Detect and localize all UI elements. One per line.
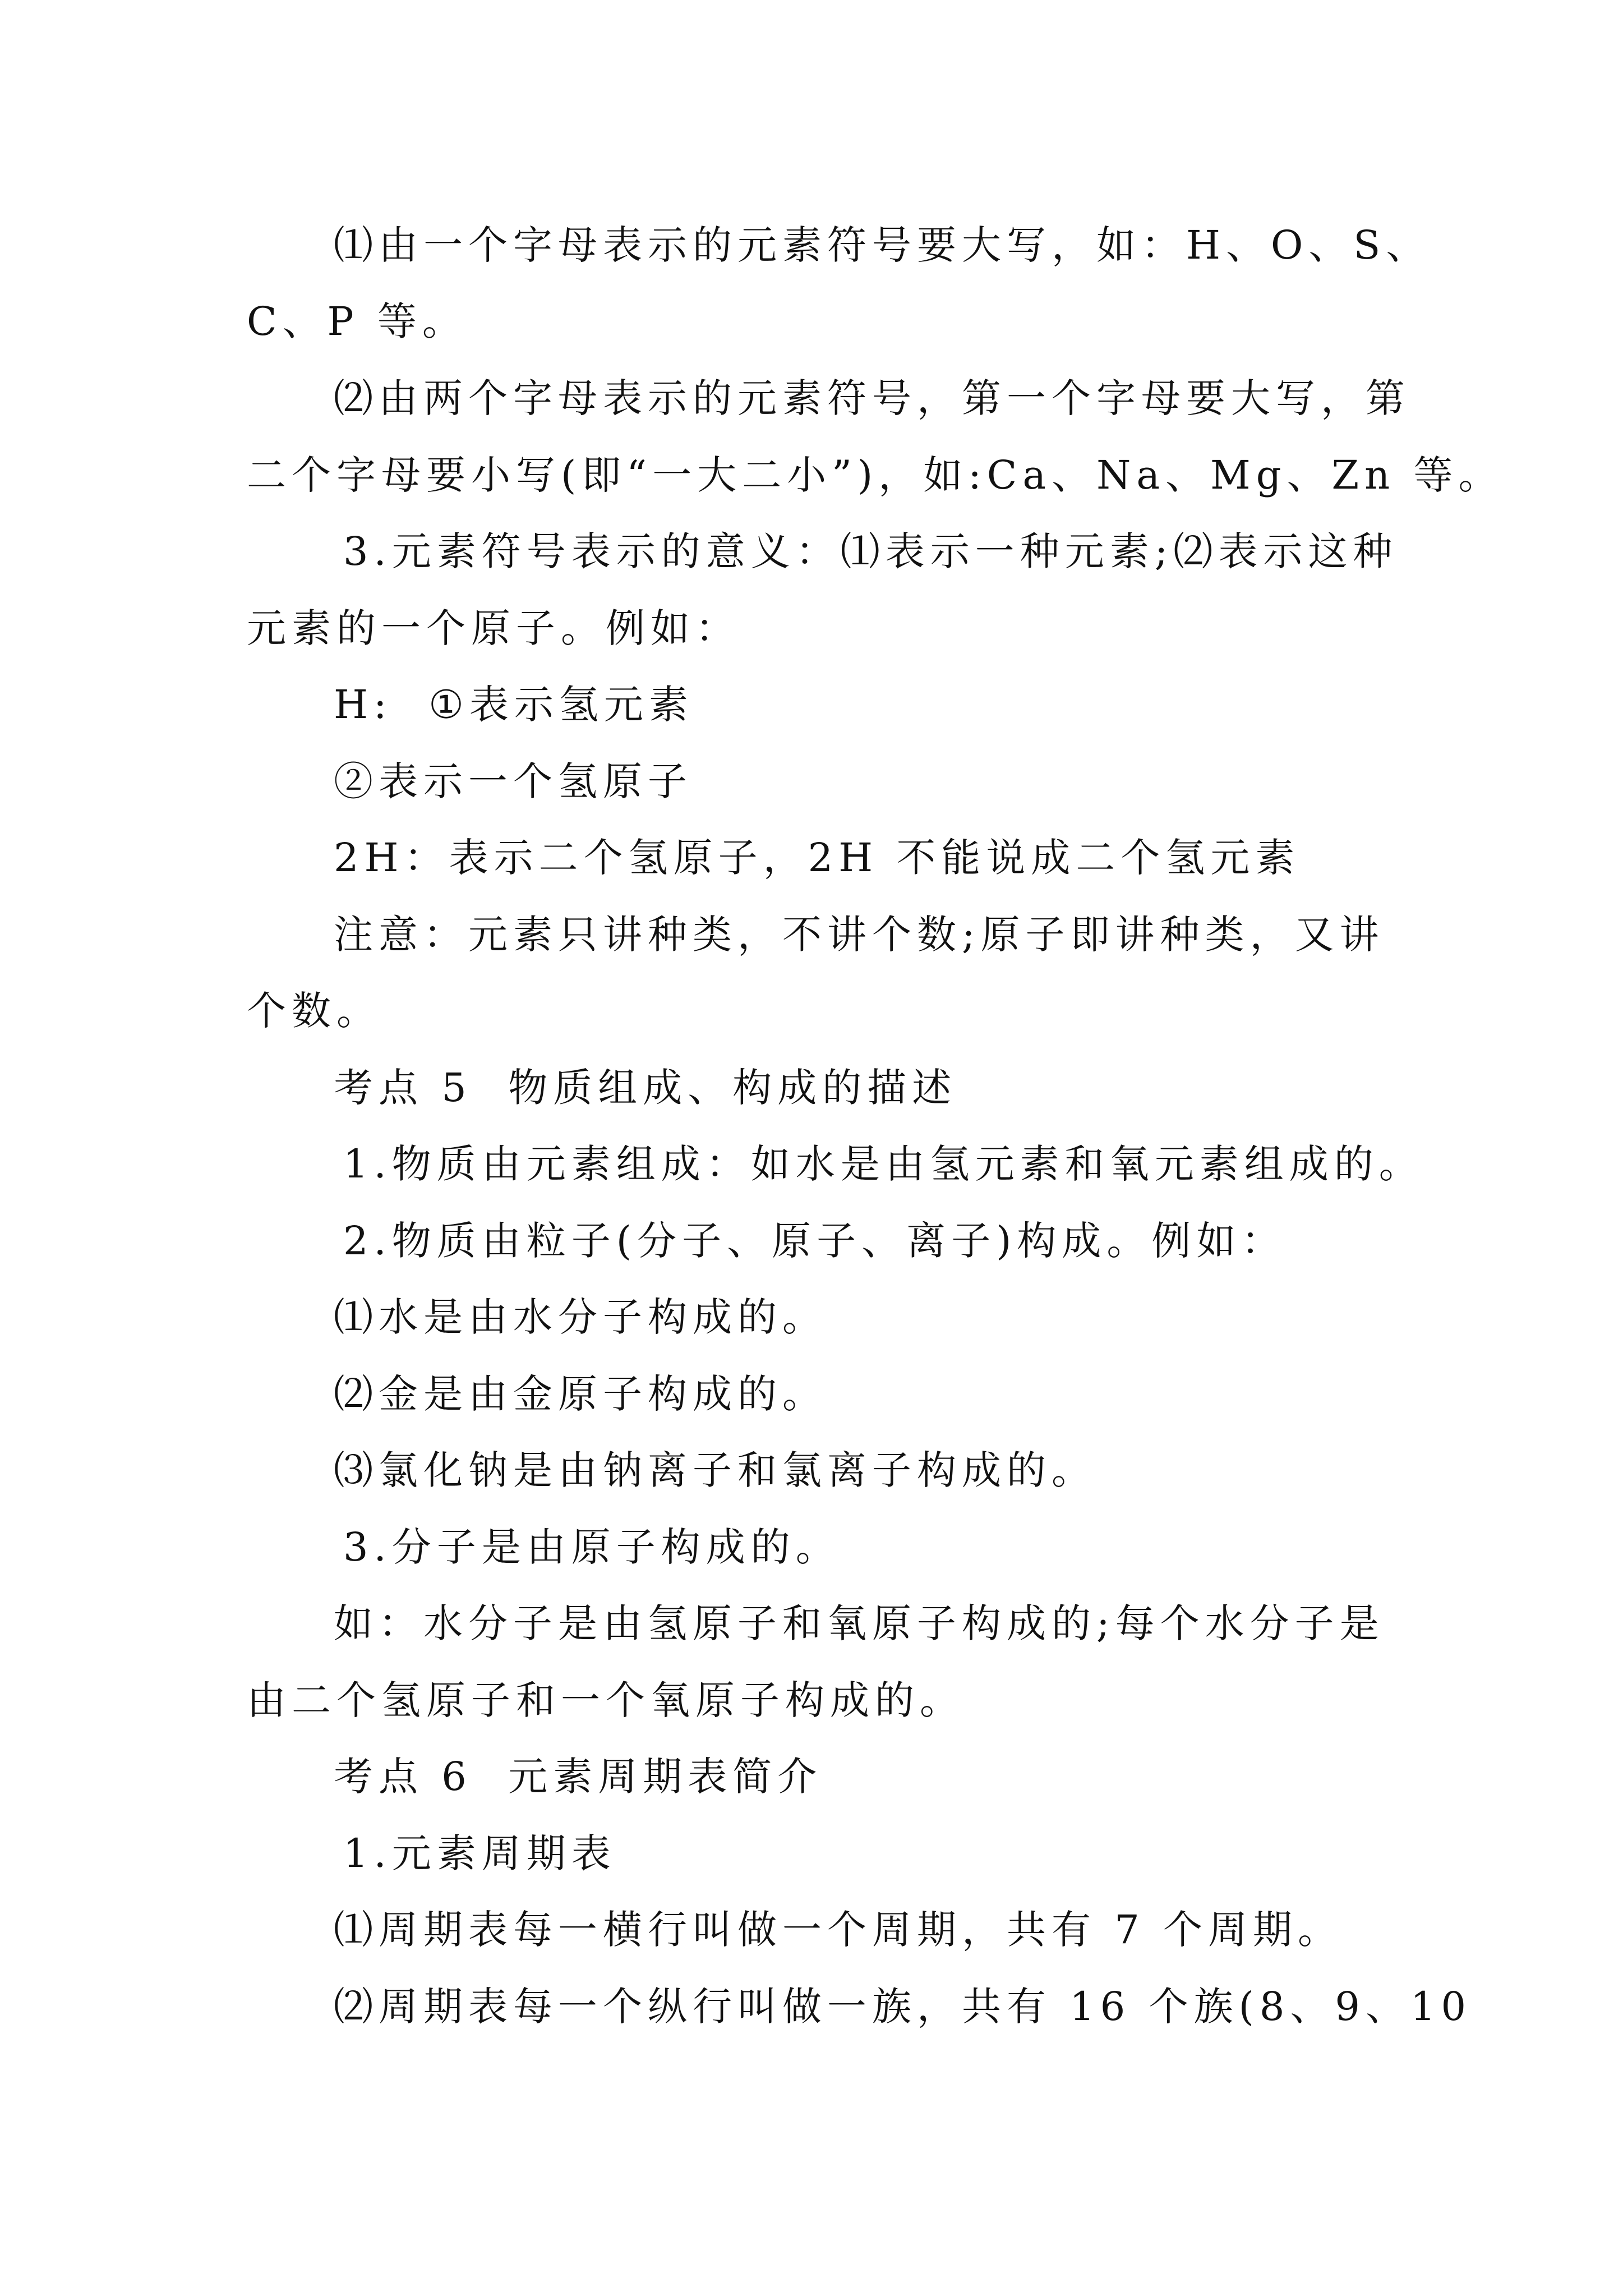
text-line: C、P 等。 <box>247 298 467 344</box>
text-line: ⑵由两个字母表示的元素符号，第一个字母要大写，第 <box>334 375 1410 421</box>
text-line: 2H：表示二个氢原子，2H 不能说成二个氢元素 <box>334 835 1301 881</box>
text-line: ②表示一个氢原子 <box>334 758 693 804</box>
section-heading: 考点 5 物质组成、构成的描述 <box>334 1065 957 1111</box>
text-line: ⑴水是由水分子构成的。 <box>334 1294 827 1340</box>
text-line: 3.分子是由原子构成的。 <box>343 1524 841 1570</box>
section-heading: 考点 6 元素周期表简介 <box>334 1754 823 1800</box>
text-line: 2.物质由粒子(分子、原子、离子)构成。例如： <box>343 1218 1287 1264</box>
text-line: 二个字母要小写(即“一大二小”)，如:Ca、Na、Mg、Zn 等。 <box>247 452 1504 498</box>
text-line: ⑵金是由金原子构成的。 <box>334 1371 827 1417</box>
text-line: 3.元素符号表示的意义：⑴表示一种元素;⑵表示这种 <box>343 528 1398 574</box>
text-line: 注意：元素只讲种类，不讲个数;原子即讲种类，又讲 <box>334 912 1385 958</box>
text-line: 如：水分子是由氢原子和氧原子构成的;每个水分子是 <box>334 1600 1385 1646</box>
text-line: H: ①表示氢元素 <box>334 682 694 728</box>
text-line: 1.物质由元素组成：如水是由氢元素和氧元素组成的。 <box>343 1141 1424 1187</box>
text-line: 元素的一个原子。例如： <box>247 605 740 651</box>
text-line: ⑵周期表每一个纵行叫做一族，共有 16 个族(8、9、10 <box>334 1984 1472 2030</box>
text-line: ⑶氯化钠是由钠离子和氯离子构成的。 <box>334 1447 1096 1493</box>
text-line: 1.元素周期表 <box>343 1830 616 1876</box>
text-line: 个数。 <box>247 988 381 1034</box>
text-line: ⑴由一个字母表示的元素符号要大写，如：H、O、S、 <box>334 222 1431 268</box>
text-line: ⑴周期表每一横行叫做一个周期，共有 7 个周期。 <box>334 1907 1343 1953</box>
text-line: 由二个氢原子和一个氧原子构成的。 <box>247 1677 965 1723</box>
